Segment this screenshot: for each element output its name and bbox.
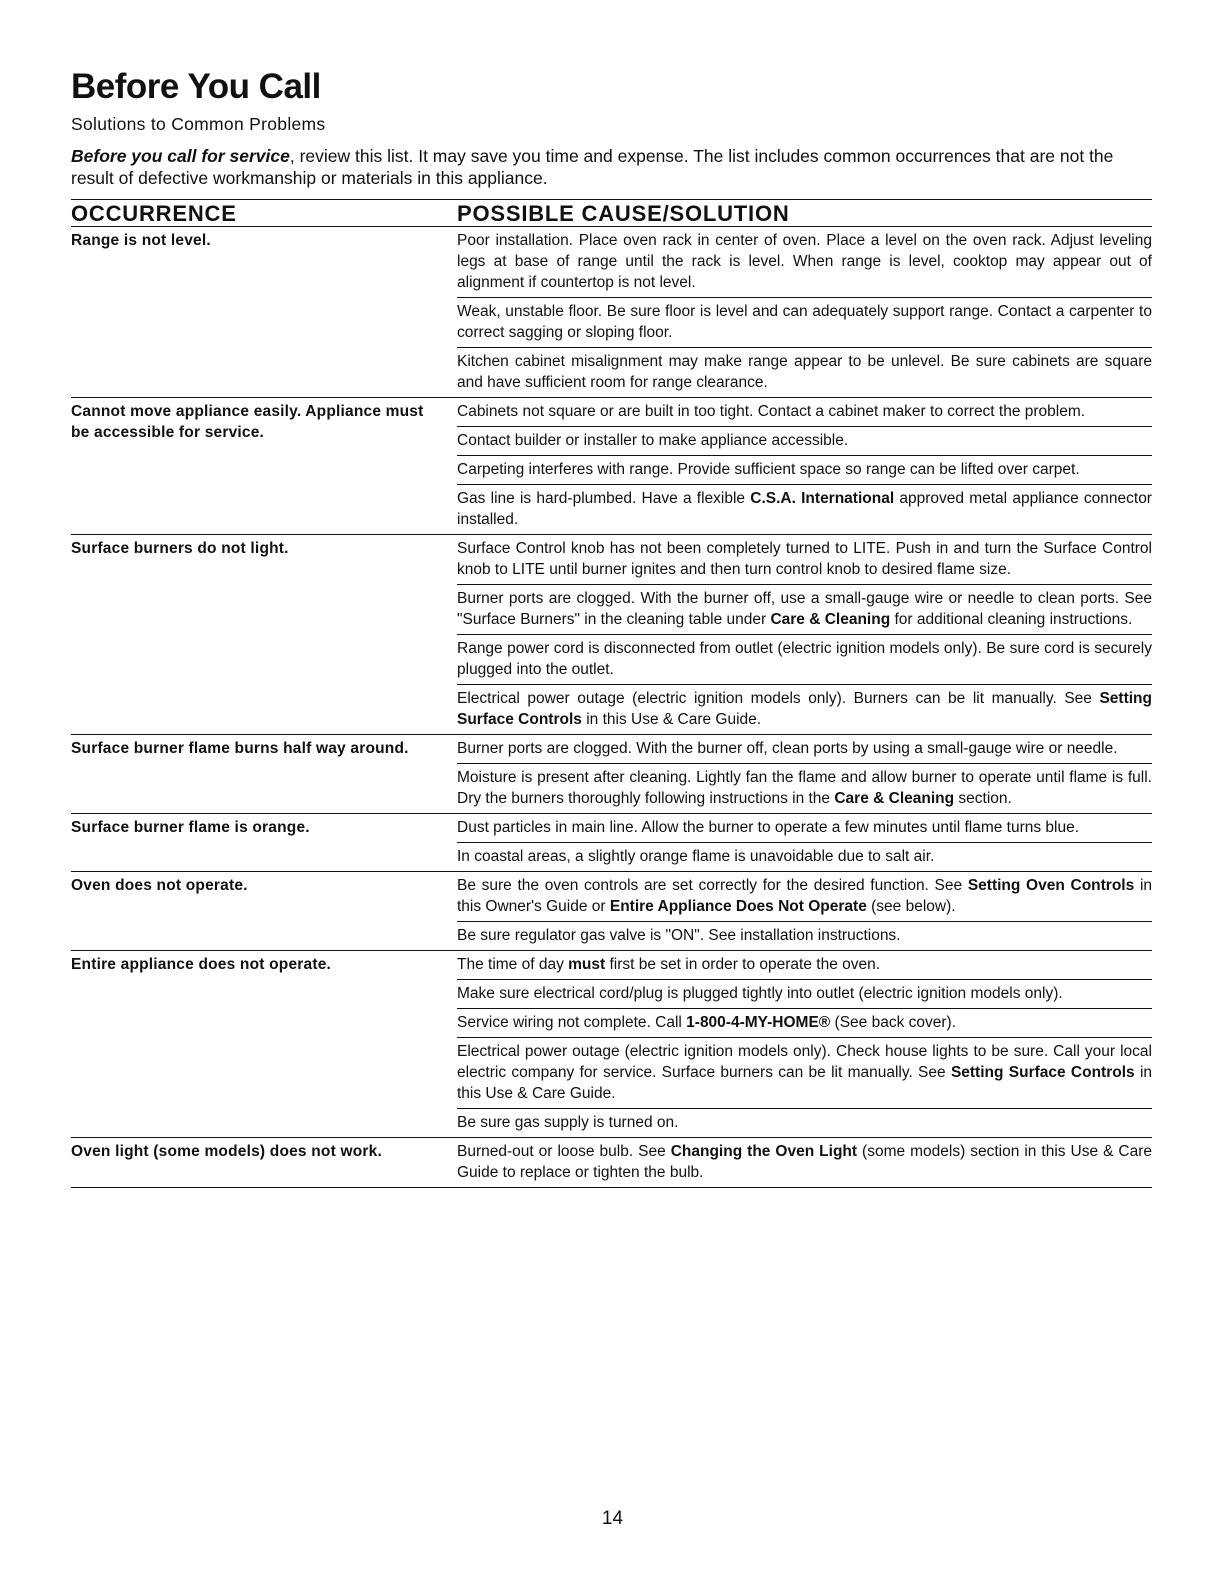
table-row xyxy=(71,398,1152,535)
solution-item xyxy=(457,535,1152,585)
solutions-cell xyxy=(457,535,1152,734)
solution-item xyxy=(457,635,1152,685)
solution-text: Contact builder or installer to make appliance accessible. xyxy=(457,432,849,449)
table-row xyxy=(71,735,1152,814)
solution-item xyxy=(457,348,1152,397)
solution-item xyxy=(457,843,1152,871)
solution-emphasis: Care & Cleaning xyxy=(770,611,891,628)
solution-item xyxy=(457,485,1152,534)
column-header-occurrence: OCCURRENCE xyxy=(71,201,237,226)
solution-item xyxy=(457,427,1152,456)
table-row xyxy=(71,951,1152,1138)
page xyxy=(71,66,1152,1188)
solution-emphasis: Setting Surface Controls xyxy=(950,1064,1135,1081)
occurrence-cell: Oven does not operate. xyxy=(71,877,248,894)
solution-text: The time of day xyxy=(457,956,569,973)
solution-text: section. xyxy=(954,790,1012,807)
solutions-cell xyxy=(457,227,1152,397)
solution-text: Burner ports are clogged. With the burner off, clean ports by using a small-gauge wire or needle. xyxy=(457,740,1118,757)
occurrence-cell: Surface burners do not light. xyxy=(71,540,289,557)
solution-item xyxy=(457,764,1152,813)
solution-text: Surface Control knob has not been completely turned to LITE. Push in and turn the Surface Control knob to LITE until burner ignites and then turn control knob to desired flame size. xyxy=(457,540,1152,578)
solution-item xyxy=(457,298,1152,348)
solution-item xyxy=(457,922,1152,950)
solution-item xyxy=(457,980,1152,1009)
solution-item xyxy=(457,1138,1152,1187)
solution-emphasis: Entire Appliance Does Not Operate xyxy=(609,898,867,915)
solution-emphasis: 1-800-4-MY-HOME® xyxy=(686,1014,831,1031)
solution-text: Be sure gas supply is turned on. xyxy=(457,1114,679,1131)
table-row xyxy=(71,814,1152,872)
solution-item xyxy=(457,735,1152,764)
table-row xyxy=(71,227,1152,398)
solution-emphasis: must xyxy=(568,956,606,973)
solution-text: Weak, unstable floor. Be sure floor is level and can adequately support range. Contact a carpenter to correct sagging or sloping floor. xyxy=(457,303,1152,341)
solution-text: Poor installation. Place oven rack in center of oven. Place a level on the oven rack. Adjust leveling legs at base of range until the rack is level. When range is level, cooktop may appear out of alignment if countertop is not level. xyxy=(457,232,1152,291)
solution-text: (See back cover). xyxy=(830,1014,957,1031)
solution-text: Electrical power outage (electric ignition models only). Check house lights to be sure. Call your local electric company for service. Surface burners can be lit manually. See xyxy=(457,1043,1152,1081)
solution-item xyxy=(457,227,1152,298)
solutions-cell xyxy=(457,872,1152,950)
solution-emphasis: Setting Oven Controls xyxy=(967,877,1135,894)
solution-text: in this Use & Care Guide. xyxy=(581,711,762,728)
solutions-cell xyxy=(457,1138,1152,1187)
solution-text: Burned-out or loose bulb. See xyxy=(457,1143,671,1160)
solution-item xyxy=(457,398,1152,427)
intro-lead: Before you call for service xyxy=(71,146,290,166)
page-number: 14 xyxy=(601,1508,624,1529)
occurrence-cell: Oven light (some models) does not work. xyxy=(71,1143,382,1160)
table-header xyxy=(71,199,1152,227)
solution-text: Service wiring not complete. Call xyxy=(457,1014,687,1031)
solutions-cell xyxy=(457,814,1152,871)
occurrence-cell: Surface burner flame burns half way around. xyxy=(71,740,409,757)
column-header-solution: POSSIBLE CAUSE/SOLUTION xyxy=(457,201,790,226)
occurrence-cell: Surface burner flame is orange. xyxy=(71,819,310,836)
solution-text: Burner ports are clogged. With the burner off, use a small-gauge wire or needle to clean ports. See "Surface Burners" in the cleaning table under xyxy=(457,590,1152,628)
table-row xyxy=(71,535,1152,735)
troubleshooting-table xyxy=(71,227,1152,1188)
solution-text: Moisture is present after cleaning. Lightly fan the flame and allow burner to operate until flame is full. Dry the burners thoroughly following instructions in the xyxy=(457,769,1152,807)
table-row xyxy=(71,872,1152,951)
solution-text: Electrical power outage (electric ignition models only). Burners can be lit manually. See xyxy=(457,690,1100,707)
solution-text: Cabinets not square or are built in too tight. Contact a cabinet maker to correct the problem. xyxy=(457,403,1086,420)
solution-text: Gas line is hard-plumbed. Have a flexible xyxy=(457,490,751,507)
solution-text: Be sure regulator gas valve is "ON". See installation instructions. xyxy=(457,927,901,944)
solutions-cell xyxy=(457,735,1152,813)
solution-item xyxy=(457,1109,1152,1137)
page-title: Before You Call xyxy=(71,67,321,106)
solution-text: (see below). xyxy=(866,898,956,915)
solution-text: Make sure electrical cord/plug is plugged tightly into outlet (electric ignition models only). xyxy=(457,985,1063,1002)
solution-item xyxy=(457,814,1152,843)
occurrence-cell: Cannot move appliance easily. Appliance must be accessible for service. xyxy=(71,403,424,441)
solution-item xyxy=(457,456,1152,485)
occurrence-cell: Range is not level. xyxy=(71,232,211,249)
solutions-cell xyxy=(457,951,1152,1137)
solution-text: Be sure the oven controls are set correctly for the desired function. See xyxy=(457,877,968,894)
solution-item xyxy=(457,685,1152,734)
solution-item xyxy=(457,1009,1152,1038)
solution-text: for additional cleaning instructions. xyxy=(890,611,1133,628)
solution-emphasis: Changing the Oven Light xyxy=(670,1143,858,1160)
intro-paragraph xyxy=(71,145,1152,189)
table-row xyxy=(71,1138,1152,1188)
solutions-cell xyxy=(457,398,1152,534)
solution-text: Range power cord is disconnected from outlet (electric ignition models only). Be sure cord is securely plugged into the outlet. xyxy=(457,640,1152,678)
solution-emphasis: C.S.A. International xyxy=(750,490,895,507)
solution-text: Dust particles in main line. Allow the burner to operate a few minutes until flame turns blue. xyxy=(457,819,1080,836)
solution-item xyxy=(457,872,1152,922)
solution-text: in this Owner's Guide or xyxy=(457,877,1153,915)
solution-item xyxy=(457,951,1152,980)
solution-text: first be set in order to operate the oven. xyxy=(605,956,881,973)
solution-text: Kitchen cabinet misalignment may make range appear to be unlevel. Be sure cabinets are square and have sufficient room for range clearance. xyxy=(457,353,1152,391)
solution-emphasis: Care & Cleaning xyxy=(834,790,955,807)
solution-text: approved metal appliance connector installed. xyxy=(457,490,1152,528)
solution-text: In coastal areas, a slightly orange flame is unavoidable due to salt air. xyxy=(457,848,935,865)
occurrence-cell: Entire appliance does not operate. xyxy=(71,956,332,973)
solution-emphasis: Setting Surface Controls xyxy=(457,690,1152,728)
solution-text: (some models) section in this Use & Care Guide to replace or tighten the bulb. xyxy=(457,1143,1152,1181)
intro-text: , review this list. It may save you time and expense. The list includes common occurrences that are not the result of defective workmanship or materials in this appliance. xyxy=(71,146,1114,188)
page-subtitle: Solutions to Common Problems xyxy=(71,114,326,134)
solution-text: in this Use & Care Guide. xyxy=(457,1064,1153,1102)
solution-item xyxy=(457,1038,1152,1109)
solution-item xyxy=(457,585,1152,635)
solution-text: Carpeting interferes with range. Provide sufficient space so range can be lifted over carpet. xyxy=(457,461,1080,478)
